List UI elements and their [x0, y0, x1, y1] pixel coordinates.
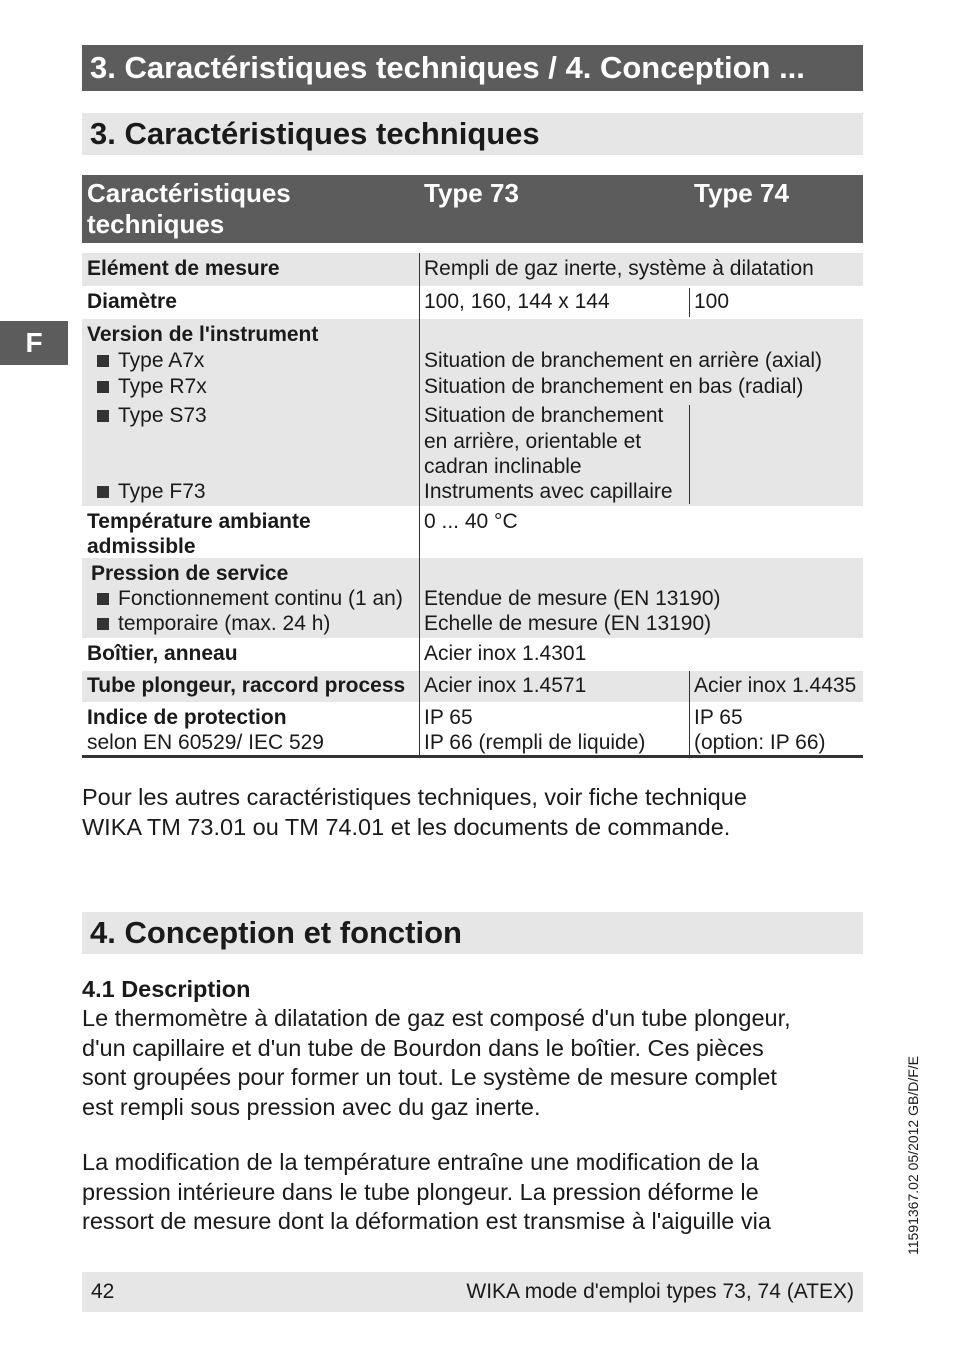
row-label: Elément de mesure — [87, 257, 280, 280]
header-col-type73: Type 73 — [424, 178, 519, 208]
table-row — [82, 671, 863, 702]
row-label: Pression de service — [91, 562, 289, 585]
header-col-type74: Type 74 — [694, 178, 789, 208]
document-code: 11591367.02 05/2012 GB/D/F/E — [905, 1056, 921, 1255]
table-row — [82, 253, 863, 286]
table-row — [82, 558, 863, 638]
row-value-type74: 100 — [694, 290, 730, 313]
row-value: Situation de branchement en arrière (axial) — [424, 349, 823, 372]
row-label: Tube plongeur, raccord process — [87, 674, 406, 697]
column-divider — [689, 702, 690, 755]
table-header — [82, 175, 863, 243]
section-4-title: 4. Conception et fonction — [82, 912, 863, 954]
bullet-icon — [97, 355, 109, 367]
subsection-title: 4.1 Description — [82, 976, 251, 1002]
description-paragraph-2: La modification de la température entraîne une modification de la pression intérieure dans le tube plongeur. La pression déforme le ressort de mesure dont la déformation est transmise à l'aiguille via — [82, 1149, 771, 1234]
row-value-type73: 100, 160, 144 x 144 — [424, 290, 610, 313]
header-col-characteristics: Caractéristiques techniques — [87, 178, 291, 239]
row-value: Etendue de mesure (EN 13190) — [424, 587, 721, 610]
row-value-type74: Acier inox 1.4435 — [694, 674, 857, 697]
column-divider — [689, 671, 690, 702]
section-3-title: 3. Caractéristiques techniques — [82, 113, 863, 155]
list-item: Fonctionnement continu (1 an) — [87, 586, 403, 611]
bullet-icon — [97, 486, 109, 498]
row-value: Instruments avec capillaire — [424, 480, 673, 503]
spec-table — [82, 175, 863, 758]
list-item: Type R7x — [87, 374, 207, 399]
bullet-icon — [97, 381, 109, 393]
column-divider — [689, 288, 690, 317]
list-item: Type F73 — [87, 479, 206, 504]
row-value: 0 ... 40 °C — [424, 510, 518, 533]
table-row — [82, 702, 863, 758]
language-tab: F — [0, 321, 68, 365]
list-item: Type A7x — [87, 348, 204, 373]
row-value: Echelle de mesure (EN 13190) — [424, 612, 712, 635]
document-title: WIKA mode d'emploi types 73, 74 (ATEX) — [466, 1280, 854, 1303]
description-paragraph-1: Le thermomètre à dilatation de gaz est composé d'un tube plongeur, d'un capillaire et d'un tube de Bourdon dans le boîtier. Ces pièces sont groupées pour former un tout. Le système de mesure complet est rempli sous pression avec du gaz inerte. — [82, 1005, 791, 1120]
row-value-type73: Acier inox 1.4571 — [424, 674, 587, 697]
bullet-icon — [97, 618, 109, 630]
row-label: Indice de protection — [87, 706, 287, 729]
list-item: Type S73 — [87, 403, 207, 428]
table-row — [82, 506, 863, 558]
row-value: Situation de branchement en arrière, orientable et cadran inclinable — [424, 404, 664, 478]
row-value-type74: IP 65 (option: IP 66) — [694, 706, 826, 754]
column-divider — [689, 405, 690, 504]
row-value-type73: IP 65 IP 66 (rempli de liquide) — [424, 706, 646, 754]
note-paragraph: Pour les autres caractéristiques techniques, voir fiche technique WIKA TM 73.01 ou TM 74.01 et les documents de commande. — [82, 784, 747, 840]
table-row — [82, 638, 863, 671]
bullet-icon — [97, 593, 109, 605]
row-label: Diamètre — [87, 290, 177, 313]
column-divider — [419, 253, 420, 756]
list-item: temporaire (max. 24 h) — [87, 611, 330, 636]
table-row — [82, 286, 863, 319]
page-footer — [82, 1272, 863, 1312]
row-label: Boîtier, anneau — [87, 642, 238, 665]
bullet-icon — [97, 410, 109, 422]
row-value: Rempli de gaz inerte, système à dilatation — [424, 257, 814, 280]
row-label: Version de l'instrument — [87, 323, 319, 346]
table-row — [82, 319, 863, 506]
row-sublabel: selon EN 60529/ IEC 529 — [87, 731, 324, 754]
row-label: Température ambiante admissible — [87, 510, 311, 558]
row-value: Situation de branchement en bas (radial) — [424, 375, 804, 398]
page-number: 42 — [91, 1280, 115, 1303]
page-header-title: 3. Caractéristiques techniques / 4. Conception ... — [82, 45, 863, 91]
row-value: Acier inox 1.4301 — [424, 642, 587, 665]
